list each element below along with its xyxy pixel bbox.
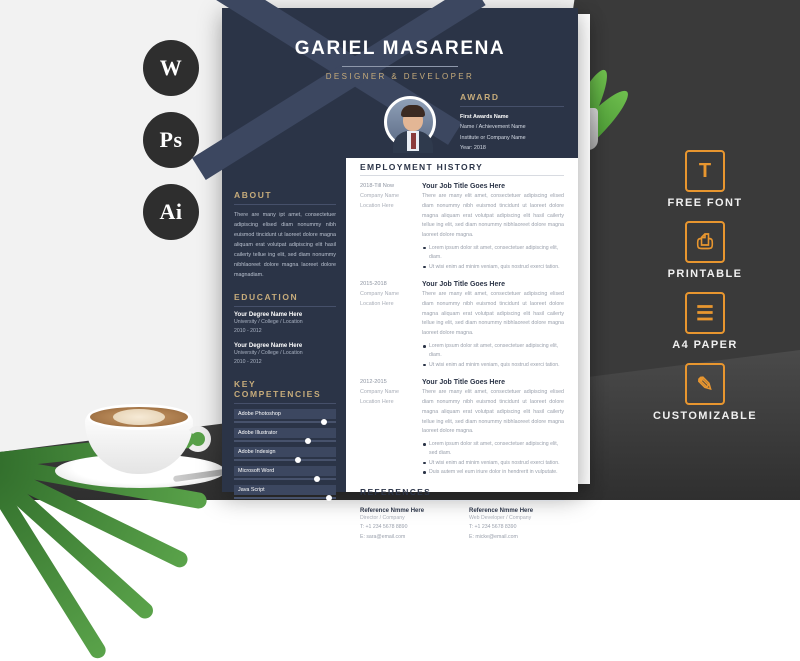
feature-free-font: [610, 150, 800, 209]
reference-role: Web Developer / Company: [469, 514, 532, 521]
skill-bar[interactable]: [234, 440, 336, 442]
education-years: 2010 - 2012: [234, 328, 262, 335]
divider: [460, 106, 564, 107]
customizable-icon: [685, 363, 725, 405]
coffee-cup-decoration: [55, 382, 225, 492]
feature-customizable: [610, 363, 800, 422]
free-font-icon: [685, 150, 725, 192]
reference-role: Director / Company: [360, 514, 405, 521]
education-degree: Your Degree Name Here: [234, 312, 303, 318]
feature-label-a4-paper: A4 PAPER: [672, 339, 738, 351]
skill-label: Adobe Photoshop: [234, 409, 336, 419]
a4-paper-icon: [685, 292, 725, 334]
competencies-section-title: KEY COMPETENCIES: [234, 379, 322, 400]
skill-handle[interactable]: [305, 438, 311, 444]
word-badge-label: W: [159, 55, 183, 80]
reference-item: [469, 508, 564, 544]
skill-bar[interactable]: [234, 421, 336, 423]
printable-glyph: ⎙: [697, 230, 713, 253]
education-years: 2010 - 2012: [234, 359, 262, 366]
latte-art: [113, 409, 165, 425]
reference-name: Reference Nmme Here: [360, 507, 425, 514]
employment-item: [360, 281, 564, 370]
illustrator-badge: [143, 184, 199, 240]
employment-date: 2015-2018: [360, 281, 387, 288]
employment-title: Your Job Title Goes Here: [422, 183, 505, 190]
education-degree: Your Degree Name Here: [234, 342, 303, 349]
page-subtitle: DESIGNER & DEVELOPER: [325, 72, 475, 81]
award-line: Year: 2018: [460, 144, 486, 151]
software-badge-list: [143, 40, 203, 256]
customizable-glyph: ✎: [696, 373, 714, 396]
printable-icon: [685, 221, 725, 263]
skill-label: Adobe Illustrator: [234, 428, 336, 438]
employment-company: Company Name: [360, 389, 399, 396]
employment-title: Your Job Title Goes Here: [422, 281, 505, 289]
skill-label: Microsoft Word: [234, 466, 336, 476]
page-title: GARIEL MASARENA: [294, 38, 506, 59]
reference-phone: T: +1 234 5678 8390: [469, 524, 517, 531]
illustrator-badge-label: Ai: [159, 199, 183, 224]
references-list: [360, 508, 564, 544]
divider: [234, 306, 336, 307]
skill-handle[interactable]: [326, 495, 332, 501]
employment-location: Location Here: [360, 398, 394, 405]
skill-item: [234, 466, 336, 480]
divider: [342, 66, 458, 67]
employment-title: Your Job Title Goes Here: [422, 379, 505, 387]
employment-item: [360, 379, 564, 477]
employment-description: There are many elit amet, consectetuer adipiscing elised diam nonummy nibh euismod tincidunt ut laoreet dolore magna aliquam erat volutpat adipiscing elit hasil cailerty tellue ing elit, sed diam nonummy nibhlaoreet dolore magna laoreet dolore magna.: [422, 389, 564, 435]
award-section: [460, 92, 564, 153]
employment-bullets: [422, 244, 564, 272]
skill-bar[interactable]: [234, 478, 336, 480]
feature-label-customizable: CUSTOMIZABLE: [653, 410, 757, 422]
about-text: There are many ipt amet, consectetuer adipiscing elised diam nonummy nibh euismod tincidunt ut laoreet dolore magna aliquam erat volutpat adipiscing elit hasil cailerty tellue ing elit, sed diam nonummy nibhlaoreet dolore magna laoreet dolore magnadiam.: [234, 212, 336, 278]
education-item: [234, 343, 336, 368]
list-item: Duis autem vel eum iriure dolor in hendrerit in vulputate.: [422, 468, 564, 477]
feature-a4-paper: [610, 292, 800, 351]
award-line: First Awards Name: [460, 114, 509, 120]
list-item: Ut wisi enim ad minim veniam, quis nostrud exerci tation.: [422, 263, 564, 272]
employment-section-title: EMPLOYMENT HISTORY: [360, 162, 484, 172]
free-font-glyph: T: [698, 159, 712, 182]
education-item: [234, 312, 336, 337]
employment-description: There are many elit amet, consectetuer adipiscing elised diam nonummy nibh euismod tincidunt ut laoreet dolore magna aliquam erat volutpat adipiscing elit hasil cailerty tellue ing elit, sed diam nonummy nibhlaoreet dolore magna laoreet dolore magna.: [422, 193, 564, 239]
reference-name: Reference Nmme Here: [469, 507, 534, 514]
employment-description: There are many elit amet, consectetuer adipiscing elised diam nonummy nibh euismod tincidunt ut laoreet dolore magna aliquam erat volutpat adipiscing elit hasil cailerty tellue ing elit, sed diam nonummy nibhlaoreet dolore magna laoreet dolore magna.: [422, 291, 564, 337]
avatar: [384, 96, 436, 148]
word-badge: [143, 40, 199, 96]
employment-meta: [360, 183, 422, 272]
reference-email: E: sara@email.com: [360, 534, 406, 541]
reference-phone: T: +1 234 5678 8890: [360, 524, 408, 531]
employment-item: [360, 183, 564, 272]
list-item: Lorem ipsum dolor sit amet, consectetuer adipiscing elit, diam.: [422, 244, 564, 263]
list-item: Lorem ipsum dolor sit amet, consectetuer adipiscing elit, diam.: [422, 342, 564, 361]
employment-company: Company Name: [360, 291, 399, 298]
divider: [360, 175, 564, 176]
coffee-surface: [87, 404, 191, 430]
skill-label: Adobe Indesign: [234, 447, 336, 457]
skill-handle[interactable]: [295, 457, 301, 463]
skill-bar[interactable]: [234, 497, 336, 499]
employment-meta: [360, 281, 422, 370]
education-section-title: EDUCATION: [234, 292, 299, 302]
skill-item: [234, 447, 336, 461]
employment-meta: [360, 379, 422, 477]
divider: [234, 403, 336, 404]
employment-body: [422, 281, 564, 370]
reference-item: [360, 508, 455, 544]
divider: [360, 500, 564, 501]
resume-document: [222, 8, 578, 541]
feature-printable: [610, 221, 800, 280]
skill-item: [234, 409, 336, 423]
education-school: University / College / Location: [234, 319, 303, 325]
references-section-title: REFERENCES: [360, 486, 432, 497]
header-stripe: [192, 0, 486, 180]
reference-email: E: micke@email.com: [469, 534, 518, 541]
skill-handle[interactable]: [314, 476, 320, 482]
employment-bullets: [422, 342, 564, 370]
avatar-hair: [401, 105, 425, 117]
list-item: Ut wisi enim ad minim veniam, quis nostrud exerci tation.: [422, 361, 564, 370]
list-item: Lorem ipsum dolor sit amet, consectetuer adipiscing elit, sed diam.: [422, 440, 564, 459]
employment-date: 2018-Till Now: [360, 183, 394, 189]
about-section-title: ABOUT: [234, 190, 273, 200]
award-section-title: AWARD: [460, 92, 500, 102]
a4-paper-glyph: ☰: [696, 302, 714, 325]
skill-item: [234, 428, 336, 442]
skill-bar[interactable]: [234, 459, 336, 461]
skill-handle[interactable]: [321, 419, 327, 425]
avatar-tie: [411, 133, 416, 149]
employment-company: Company Name: [360, 193, 399, 199]
employment-bullets: [422, 440, 564, 477]
employment-location: Location Here: [360, 300, 394, 307]
employment-date: 2012-2015: [360, 379, 387, 386]
award-line: Name / Achievement Name: [460, 124, 526, 131]
employment-body: [422, 183, 564, 272]
feature-label-free-font: FREE FONT: [667, 197, 743, 209]
employment-location: Location Here: [360, 202, 394, 209]
education-school: University / College / Location: [234, 349, 303, 356]
photoshop-badge: [143, 112, 199, 168]
feature-list: [610, 150, 800, 426]
feature-label-printable: PRINTABLE: [667, 268, 743, 280]
cup-handle: [185, 426, 211, 452]
list-item: Ut wisi enim ad minim veniam, quis nostrud exerci tation.: [422, 459, 564, 468]
divider: [234, 204, 336, 205]
employment-body: [422, 379, 564, 477]
award-line: Institute or Company Name: [460, 134, 526, 141]
photoshop-badge-label: Ps: [159, 127, 183, 152]
skill-item: [234, 485, 336, 499]
skill-label: Java Script: [234, 485, 336, 495]
